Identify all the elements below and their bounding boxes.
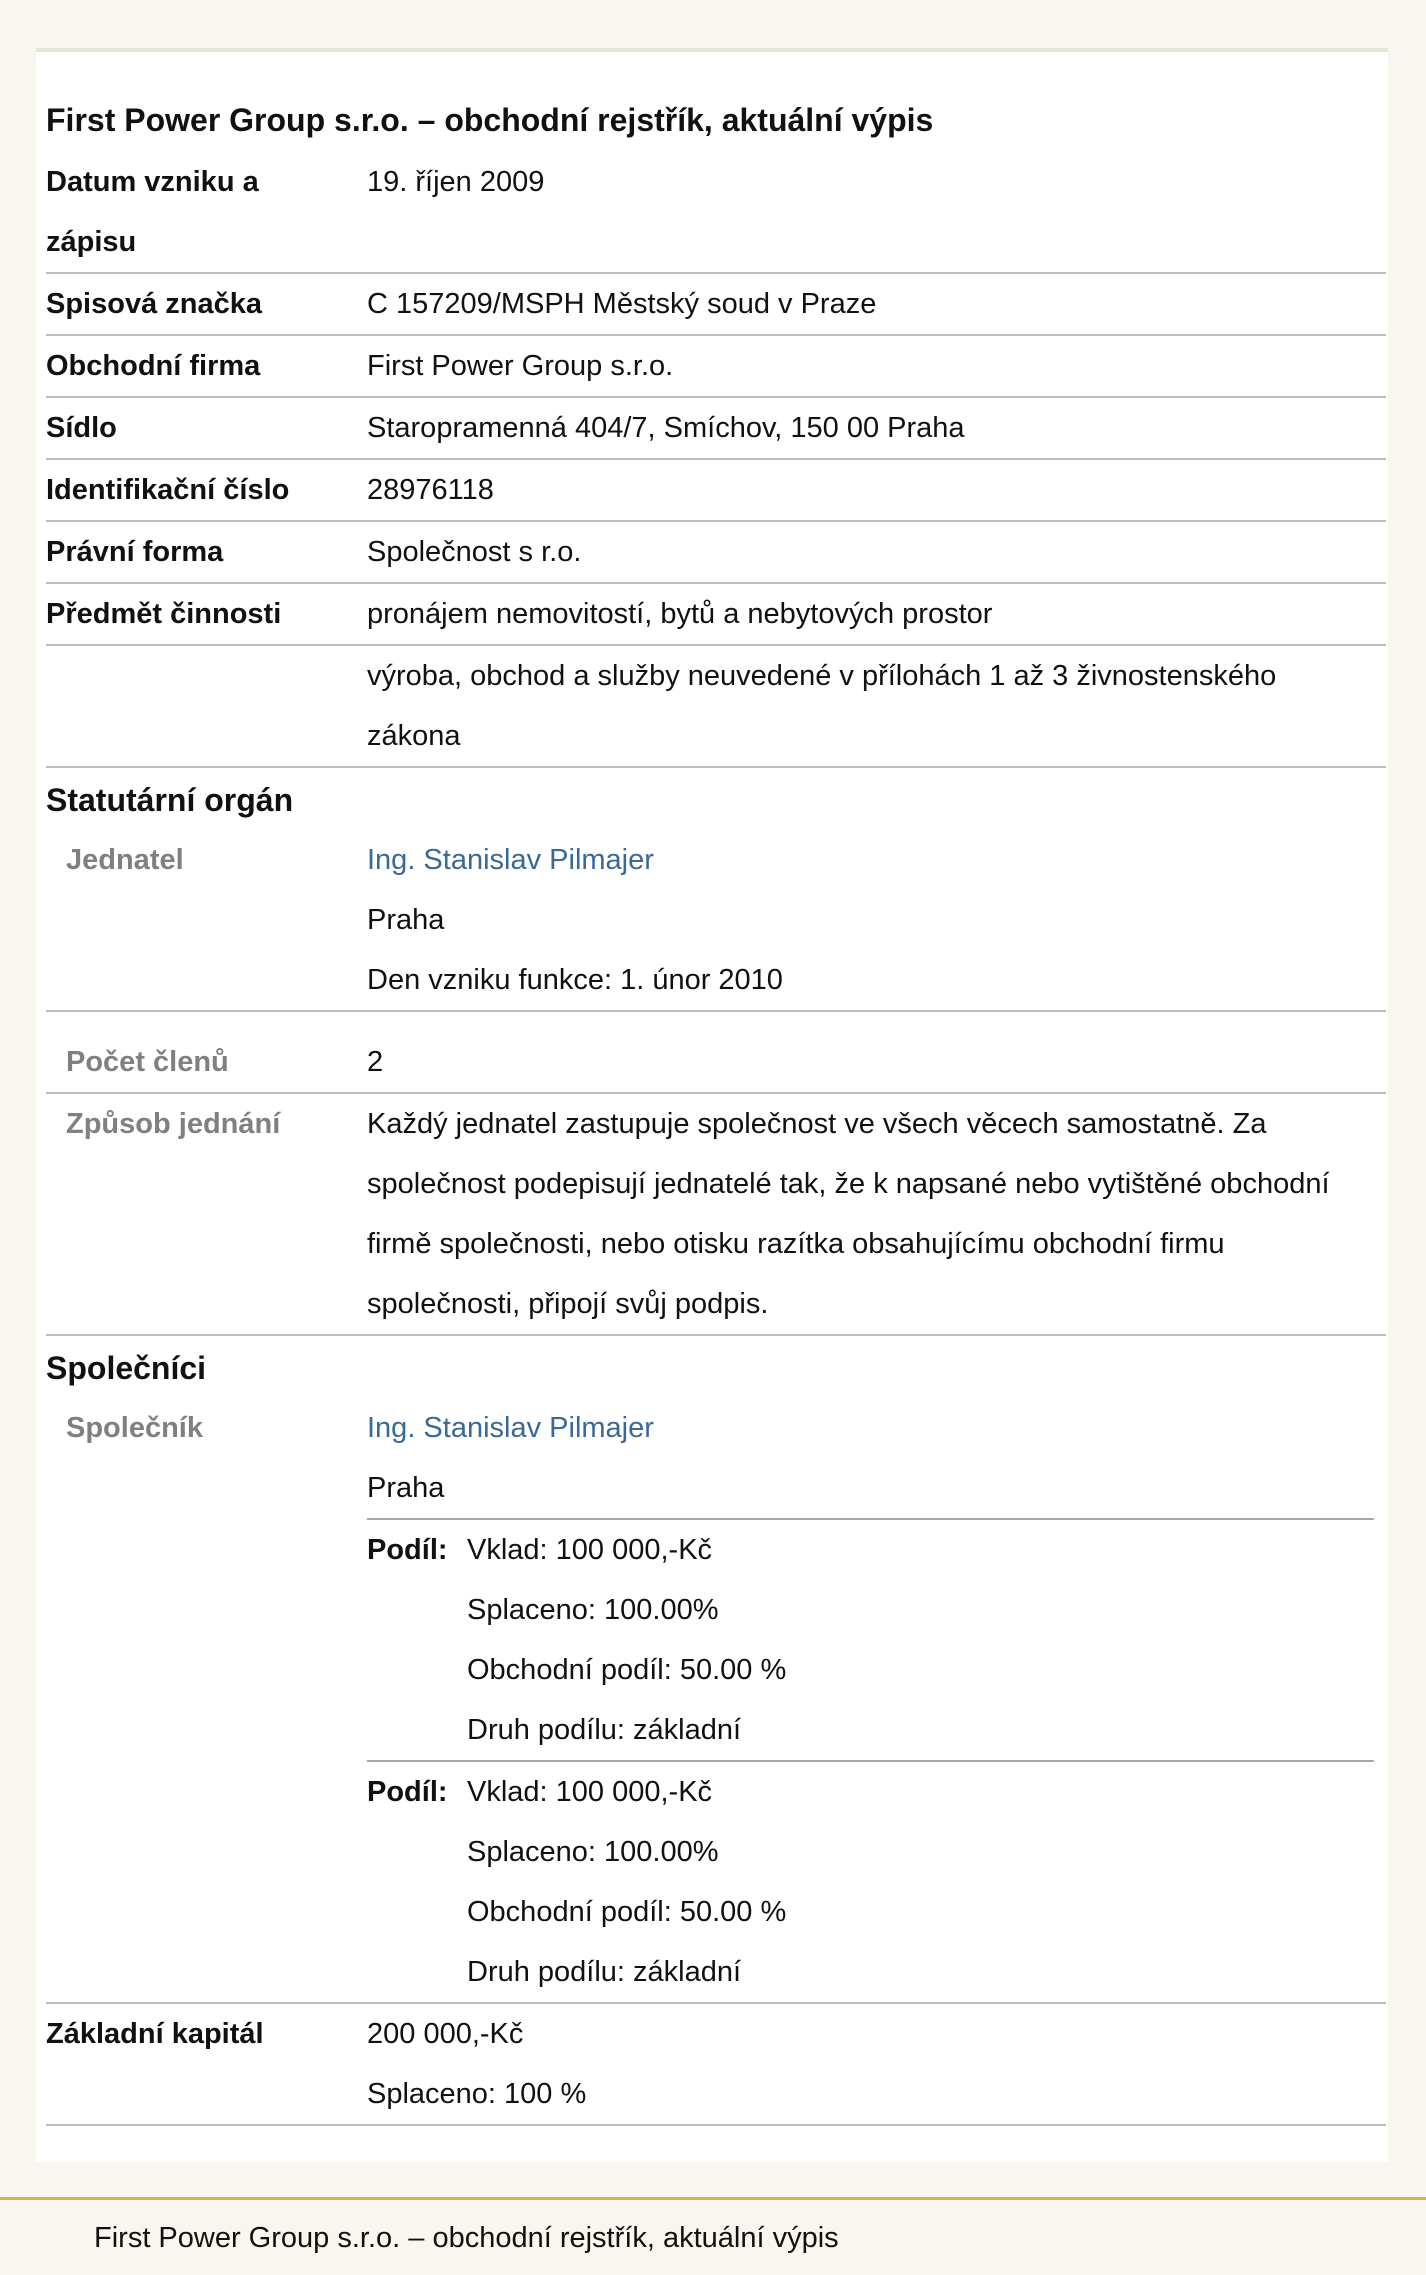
kapital-splaceno: Splaceno: 100 % bbox=[367, 2078, 587, 2110]
row-pravni-forma bbox=[46, 522, 1386, 584]
value-pocet-clenu: 2 bbox=[367, 1046, 384, 1078]
podil-1 bbox=[367, 1518, 1374, 1760]
row-obchodni-firma bbox=[46, 336, 1386, 398]
podil-2-druh: Druh podílu: základní bbox=[467, 1956, 742, 1988]
row-jednatel bbox=[46, 830, 1386, 1012]
row-zpusob-jednani bbox=[46, 1094, 1386, 1336]
row-sidlo bbox=[46, 398, 1386, 460]
label-zpusob-jednani: Způsob jednání bbox=[66, 1108, 281, 1140]
podil-1-splaceno: Splaceno: 100.00% bbox=[467, 1594, 719, 1626]
value-predmet-cinnosti-2 bbox=[367, 646, 1386, 766]
row-datum-vzniku bbox=[46, 152, 1386, 274]
kapital-value: 200 000,-Kč bbox=[367, 2018, 524, 2050]
podil-1-vklad: Vklad: 100 000,-Kč bbox=[467, 1534, 713, 1566]
label-spolecnik: Společník bbox=[66, 1412, 203, 1444]
jednatel-city: Praha bbox=[367, 904, 445, 936]
section-statutarni-organ: Statutární orgán bbox=[46, 782, 294, 818]
predmet-2-line-2: zákona bbox=[367, 720, 461, 752]
label-identifikacni-cislo: Identifikační číslo bbox=[46, 474, 290, 506]
register-extract-content bbox=[46, 100, 1386, 2126]
label-datum-line-1: Datum vzniku a bbox=[46, 166, 259, 198]
value-sidlo: Staropramenná 404/7, Smíchov, 150 00 Praha bbox=[367, 412, 965, 444]
label-datum-line-2: zápisu bbox=[46, 226, 137, 258]
zpusob-line-4: společnosti, připojí svůj podpis. bbox=[367, 1288, 769, 1320]
value-jednatel bbox=[367, 830, 1386, 1010]
value-spolecnik bbox=[367, 1398, 1386, 2002]
podil-2-values bbox=[467, 1762, 1374, 2002]
podil-1-druh: Druh podílu: základní bbox=[467, 1714, 742, 1746]
value-predmet-cinnosti-1: pronájem nemovitostí, bytů a nebytových prostor bbox=[367, 598, 993, 630]
footer-text: First Power Group s.r.o. – obchodní rejstřík, aktuální výpis bbox=[94, 2222, 839, 2254]
row-pocet-clenu bbox=[46, 1012, 1386, 1094]
podil-2 bbox=[367, 1760, 1374, 2002]
row-zakladni-kapital bbox=[46, 2004, 1386, 2126]
spolecnik-name-link[interactable]: Ing. Stanislav Pilmajer bbox=[367, 1412, 654, 1444]
label-pocet-clenu: Počet členů bbox=[66, 1046, 229, 1078]
podil-2-obchodni: Obchodní podíl: 50.00 % bbox=[467, 1896, 787, 1928]
row-spolecnik bbox=[46, 1398, 1386, 2004]
value-identifikacni-cislo: 28976118 bbox=[367, 474, 494, 506]
podil-1-values bbox=[467, 1520, 1374, 1760]
zpusob-line-1: Každý jednatel zastupuje společnost ve všech věcech samostatně. Za bbox=[367, 1108, 1267, 1140]
value-pravni-forma: Společnost s r.o. bbox=[367, 536, 582, 568]
jednatel-name-link[interactable]: Ing. Stanislav Pilmajer bbox=[367, 844, 654, 876]
register-extract-panel bbox=[36, 48, 1388, 2162]
label-zakladni-kapital: Základní kapitál bbox=[46, 2018, 264, 2050]
value-spisova-znacka: C 157209/MSPH Městský soud v Praze bbox=[367, 288, 877, 320]
jednatel-since: Den vzniku funkce: 1. únor 2010 bbox=[367, 964, 783, 996]
zpusob-line-3: firmě společnosti, nebo otisku razítka obsahujícímu obchodní firmu bbox=[367, 1228, 1225, 1260]
spolecnik-city: Praha bbox=[367, 1472, 445, 1504]
row-predmet-cinnosti bbox=[46, 584, 1386, 646]
podil-1-label: Podíl: bbox=[367, 1534, 448, 1566]
value-datum-vzniku: 19. říjen 2009 bbox=[367, 166, 545, 198]
label-pravni-forma: Právní forma bbox=[46, 536, 224, 568]
label-jednatel: Jednatel bbox=[66, 844, 184, 876]
footer bbox=[0, 2197, 1426, 2275]
predmet-2-line-1: výroba, obchod a služby neuvedené v přílohách 1 až 3 živnostenského bbox=[367, 660, 1277, 692]
row-identifikacni-cislo bbox=[46, 460, 1386, 522]
label-empty bbox=[46, 646, 367, 766]
label-sidlo: Sídlo bbox=[46, 412, 117, 444]
label-obchodni-firma: Obchodní firma bbox=[46, 350, 261, 382]
podil-1-obchodni: Obchodní podíl: 50.00 % bbox=[467, 1654, 787, 1686]
page-title: First Power Group s.r.o. – obchodní rejstřík, aktuální výpis bbox=[46, 102, 934, 138]
label-datum-vzniku bbox=[46, 152, 367, 272]
podil-2-vklad: Vklad: 100 000,-Kč bbox=[467, 1776, 713, 1808]
row-predmet-cinnosti-2 bbox=[46, 646, 1386, 768]
value-zpusob-jednani bbox=[367, 1094, 1386, 1334]
value-obchodni-firma: First Power Group s.r.o. bbox=[367, 350, 674, 382]
podil-2-splaceno: Splaceno: 100.00% bbox=[467, 1836, 719, 1868]
label-predmet-cinnosti: Předmět činnosti bbox=[46, 598, 282, 630]
row-spisova-znacka bbox=[46, 274, 1386, 336]
zpusob-line-2: společnost podepisují jednatelé tak, že k napsané nebo vytištěné obchodní bbox=[367, 1168, 1330, 1200]
podil-2-label: Podíl: bbox=[367, 1776, 448, 1808]
section-spolecnici: Společníci bbox=[46, 1350, 207, 1386]
label-spisova-znacka: Spisová značka bbox=[46, 288, 262, 320]
value-zakladni-kapital bbox=[367, 2004, 1386, 2124]
